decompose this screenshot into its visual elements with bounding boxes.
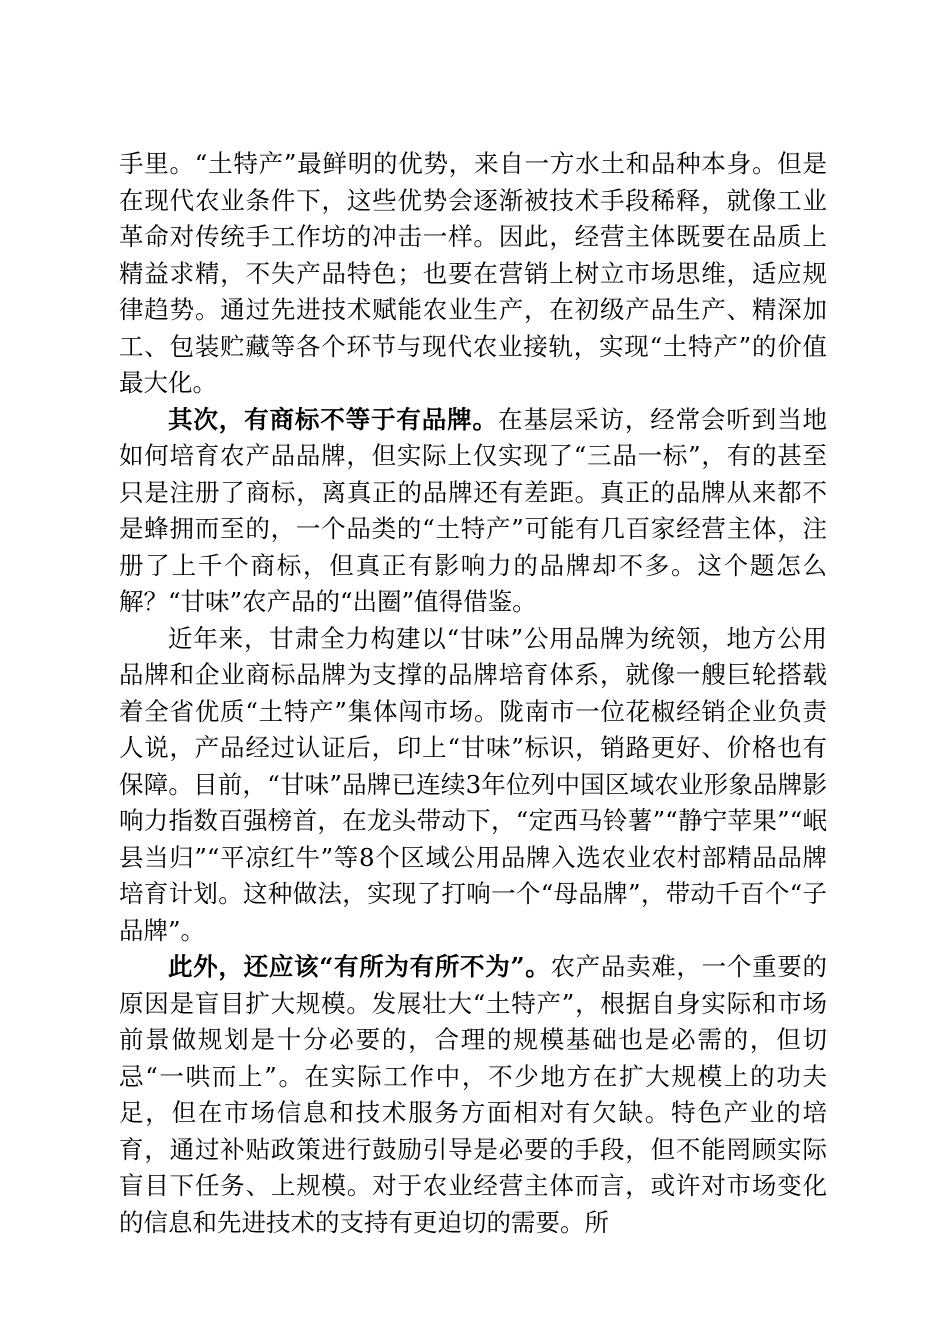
paragraph-4-text: 农产品卖难，一个重要的原因是盲目扩大规模。发展壮大“土特产”，根据自身实际和市场前景做规划是十分必要的，合理的规模基础也是必需的，但切忌“一哄而上”。在实际工作中，不少地方在扩大规模上的功夫足，但在市场信息和技术服务方面相对有欠缺。特色产业的培育，通过补贴政策进行鼓励引导是必要的手段，但不能罔顾实际盲目下任务、上规模。对于农业经营主体而言，或许对市场变化的信息和先进技术的支持有更迫切的需要。所 (119, 952, 827, 1237)
paragraph-4 (119, 949, 827, 1241)
paragraph-2-lead: 其次，有商标不等于有品牌。 (168, 404, 498, 434)
paragraph-1 (119, 146, 827, 402)
paragraph-4-lead: 此外，还应该“有所为有所不为”。 (168, 952, 551, 981)
document-body (119, 146, 827, 1241)
paragraph-3 (119, 621, 827, 950)
paragraph-3-text: 近年来，甘肃全力构建以“甘味”公用品牌为统领，地方公用品牌和企业商标品牌为支撑的品牌培育体系，就像一艘巨轮搭载着全省优质“土特产”集体闯市场。陇南市一位花椒经销企业负责人说，产品经过认证后，印上“甘味”标识，销路更好、价格也有保障。目前，“甘味”品牌已连续3年位列中国区域农业形象品牌影响力指数百强榜首，在龙头带动下，“定西马铃薯”“静宁苹果”“岷县当归”“平凉红牛”等8个区域公用品牌入选农业农村部精品品牌培育计划。这种做法，实现了打响一个“母品牌”，带动千百个“子品牌”。 (119, 623, 827, 945)
paragraph-2-text: 在基层采访，经常会听到当地如何培育农产品品牌，但实际上仅实现了“三品一标”，有的甚至只是注册了商标，离真正的品牌还有差距。真正的品牌从来都不是蜂拥而至的，一个品类的“土特产”可能有几百家经营主体，注册了上千个商标，但真正有影响力的品牌却不多。这个题怎么解？“甘味”农产品的“出圈”值得借鉴。 (119, 404, 828, 616)
paragraph-1-text: 手里。“土特产”最鲜明的优势，来自一方水土和品种本身。但是在现代农业条件下，这些优势会逐渐被技术手段稀释，就像工业革命对传统手工作坊的冲击一样。因此，经营主体既要在品质上精益求精，不失产品特色；也要在营销上树立市场思维，适应规律趋势。通过先进技术赋能农业生产，在初级产品生产、精深加工、包装贮藏等各个环节与现代农业接轨，实现“土特产”的价值最大化。 (119, 149, 827, 397)
paragraph-2 (119, 402, 827, 621)
